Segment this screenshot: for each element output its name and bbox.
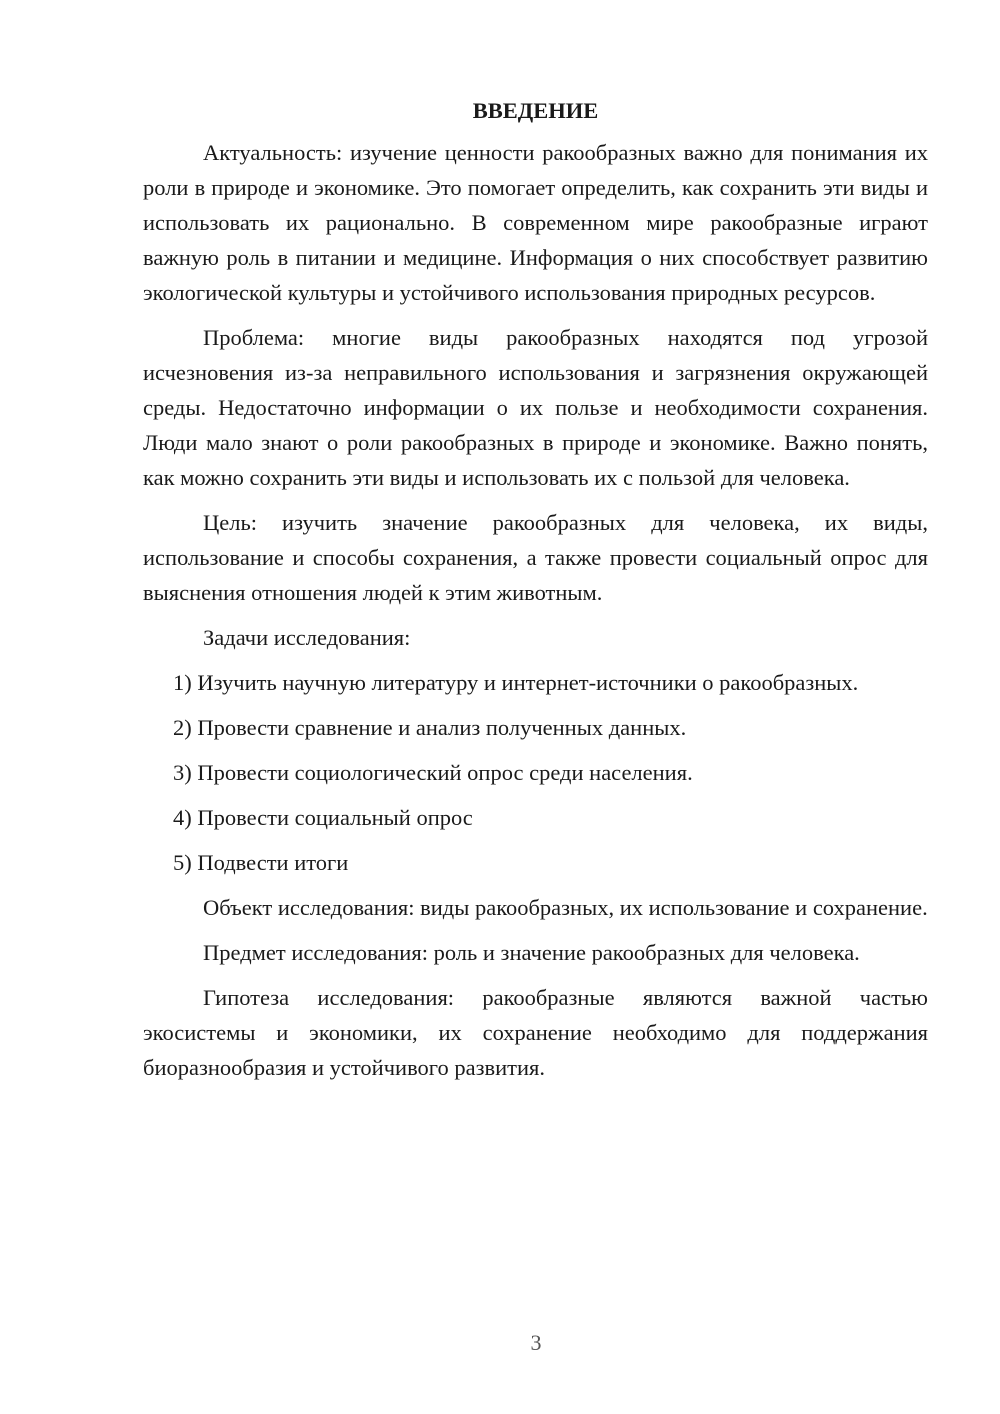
paragraph-problem: Проблема: многие виды ракообразных находятся под угрозой исчезновения из-за неправильного использования и загрязнения окружающей среды. Недостаточно информации о их пользе и необходимости сохранения. Люди мало знают о роли ракообразных в природе и экономике. Важно понять, как можно сохранить эти виды и использовать их с пользой для человека. xyxy=(143,325,928,490)
paragraph-goal: Цель: изучить значение ракообразных для человека, их виды, использование и способы сохранения, а также провести социальный опрос для выяснения отношения людей к этим животным. xyxy=(143,510,928,605)
task-item: 5) Подвести итоги xyxy=(173,850,349,875)
paragraph-subject: Предмет исследования: роль и значение ракообразных для человека. xyxy=(203,940,860,965)
page-title: ВВЕДЕНИЕ xyxy=(472,98,599,123)
task-item: 3) Провести социологический опрос среди населения. xyxy=(173,760,693,785)
task-item: 4) Провести социальный опрос xyxy=(173,805,473,830)
task-item: 2) Провести сравнение и анализ полученных данных. xyxy=(173,715,687,740)
paragraph-hypothesis: Гипотеза исследования: ракообразные являются важной частью экосистемы и экономики, их сохранение необходимо для поддержания биоразнообразия и устойчивого развития. xyxy=(143,985,928,1080)
paragraph-object: Объект исследования: виды ракообразных, их использование и сохранение. xyxy=(203,895,928,920)
task-item: 1) Изучить научную литературу и интернет-источники о ракообразных. xyxy=(173,670,859,695)
tasks-heading: Задачи исследования: xyxy=(203,625,411,650)
page-number: 3 xyxy=(530,1330,542,1355)
document-page xyxy=(143,96,928,1095)
paragraph-relevance: Актуальность: изучение ценности ракообразных важно для понимания их роли в природе и экономике. Это помогает определить, как сохранить эти виды и использовать их рационально. В современном мире ракообразные играют важную роль в питании и медицине. Информация о них способствует развитию экологической культуры и устойчивого использования природных ресурсов. xyxy=(143,140,928,305)
